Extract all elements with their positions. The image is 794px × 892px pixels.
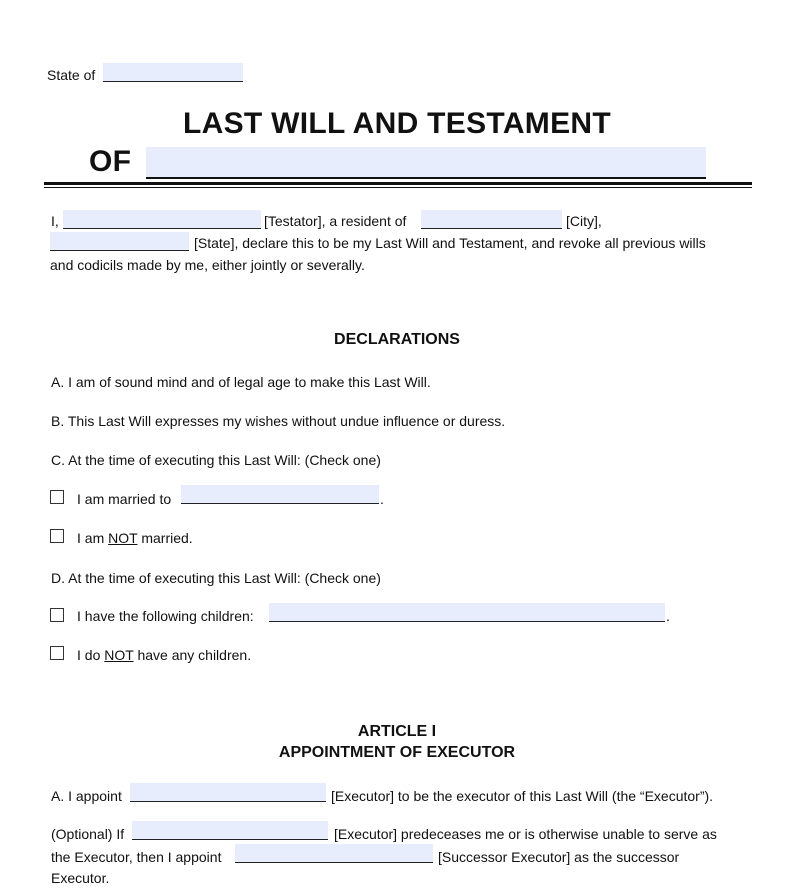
intro-city-label: [City], xyxy=(566,213,602,229)
children-checkbox[interactable] xyxy=(50,608,64,622)
title-of-label: OF xyxy=(89,145,132,178)
not-married-checkbox[interactable] xyxy=(50,529,64,543)
declaration-c: C. At the time of executing this Last Will: (Check one) xyxy=(51,452,381,468)
title-rule-thin xyxy=(44,187,752,188)
declarations-heading: DECLARATIONS xyxy=(334,331,460,348)
no-children-label: I do NOT have any children. xyxy=(77,647,252,663)
state-field[interactable] xyxy=(103,63,243,82)
no-children-emphasis: NOT xyxy=(104,647,134,663)
declaration-d: D. At the time of executing this Last Will: (Check one) xyxy=(51,570,381,586)
successor-label: the Executor, then I appoint xyxy=(51,849,222,865)
successor-text: [Successor Executor] as the successor xyxy=(438,849,680,865)
article-subheading: APPOINTMENT OF EXECUTOR xyxy=(278,744,516,761)
appoint-text: [Executor] to be the executor of this Last Will (the “Executor”). xyxy=(331,788,714,804)
married-label: I am married to xyxy=(77,491,172,507)
executor-end: Executor. xyxy=(51,870,110,886)
optional-label: (Optional) If xyxy=(51,826,125,842)
intro-resident-text: [Testator], a resident of xyxy=(264,213,407,229)
optional-text: [Executor] predeceases me or is otherwise unable to serve as xyxy=(334,826,717,842)
state-label: State of xyxy=(47,67,96,83)
city-field[interactable] xyxy=(421,210,562,229)
declaration-b: B. This Last Will expresses my wishes without undue influence or duress. xyxy=(51,413,506,429)
not-married-emphasis: NOT xyxy=(108,530,138,546)
testator-field[interactable] xyxy=(63,210,261,229)
testator-name-field[interactable] xyxy=(146,147,706,177)
married-period: . xyxy=(380,491,384,507)
children-names-field[interactable] xyxy=(269,603,665,622)
state-residence-field[interactable] xyxy=(50,232,189,251)
married-checkbox[interactable] xyxy=(50,490,64,504)
children-label: I have the following children: xyxy=(77,608,254,624)
spouse-name-field[interactable] xyxy=(181,485,379,504)
executor-field[interactable] xyxy=(130,783,326,802)
testator-name-underline xyxy=(146,177,706,179)
intro-line3: and codicils made by me, either jointly or severally. xyxy=(50,257,365,273)
article-heading: ARTICLE I xyxy=(357,723,437,740)
not-married-label: I am NOT married. xyxy=(77,530,193,546)
no-children-checkbox[interactable] xyxy=(50,646,64,660)
intro-line2: [State], declare this to be my Last Will and Testament, and revoke all previous wills xyxy=(194,235,706,251)
successor-executor-field[interactable] xyxy=(235,844,433,863)
intro-i: I, xyxy=(51,213,59,229)
title-rule-thick xyxy=(44,182,752,185)
children-period: . xyxy=(666,608,670,624)
declaration-a: A. I am of sound mind and of legal age to make this Last Will. xyxy=(51,374,431,390)
alternate-executor-field[interactable] xyxy=(132,821,328,840)
document-title: LAST WILL AND TESTAMENT xyxy=(183,107,611,140)
appoint-label: A. I appoint xyxy=(51,788,122,804)
